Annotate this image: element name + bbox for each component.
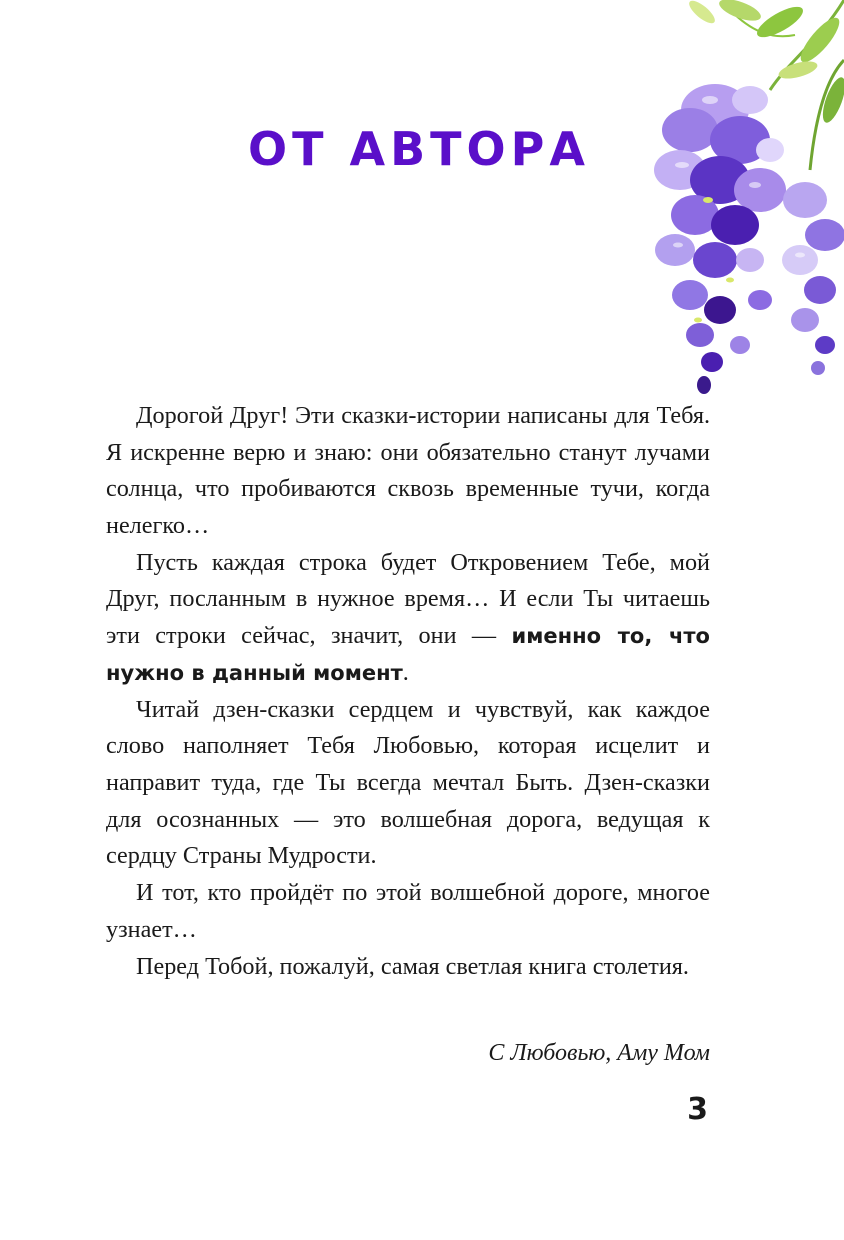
author-foreword-text bbox=[106, 398, 710, 986]
page-title: ОТ АВТОРА bbox=[248, 122, 590, 176]
page-number: 3 bbox=[687, 1092, 708, 1127]
paragraph-5: Перед Тобой, пожалуй, самая светлая книга столетия. bbox=[136, 952, 689, 980]
paragraph-1: Дорогой Друг! Эти сказки-истории написаны для Тебя. Я искренне верю и знаю: они обязательно станут лучами солнца, что пробиваются сквозь временные тучи, когда нелегко… bbox=[106, 402, 710, 539]
paragraph-2-end: . bbox=[402, 658, 409, 686]
paragraph-2-start: Пусть каждая строка будет Откровением Тебе, мой Друг, посланным в нужное время… И если Ты читаешь эти строки сейчас, значит, они — bbox=[106, 548, 710, 650]
wisteria-flowers-illustration bbox=[620, 0, 844, 400]
paragraph-2 bbox=[106, 545, 710, 691]
paragraph-2-bold: именно то, что нужно в данный момент bbox=[106, 624, 710, 685]
paragraph-4: И тот, кто пройдёт по этой волшебной дороге, многое узнает… bbox=[106, 879, 710, 943]
author-signature: С Любовью, Аму Мом bbox=[488, 1040, 710, 1066]
paragraph-3: Читай дзен-сказки сердцем и чувствуй, как каждое слово наполняет Тебя Любовью, которая исцелит и направит туда, где Ты всегда мечтал Быть. Дзен-сказки для осознанных — это волшебная дорога, ведущая к сердцу Страны Мудрости. bbox=[106, 695, 710, 870]
